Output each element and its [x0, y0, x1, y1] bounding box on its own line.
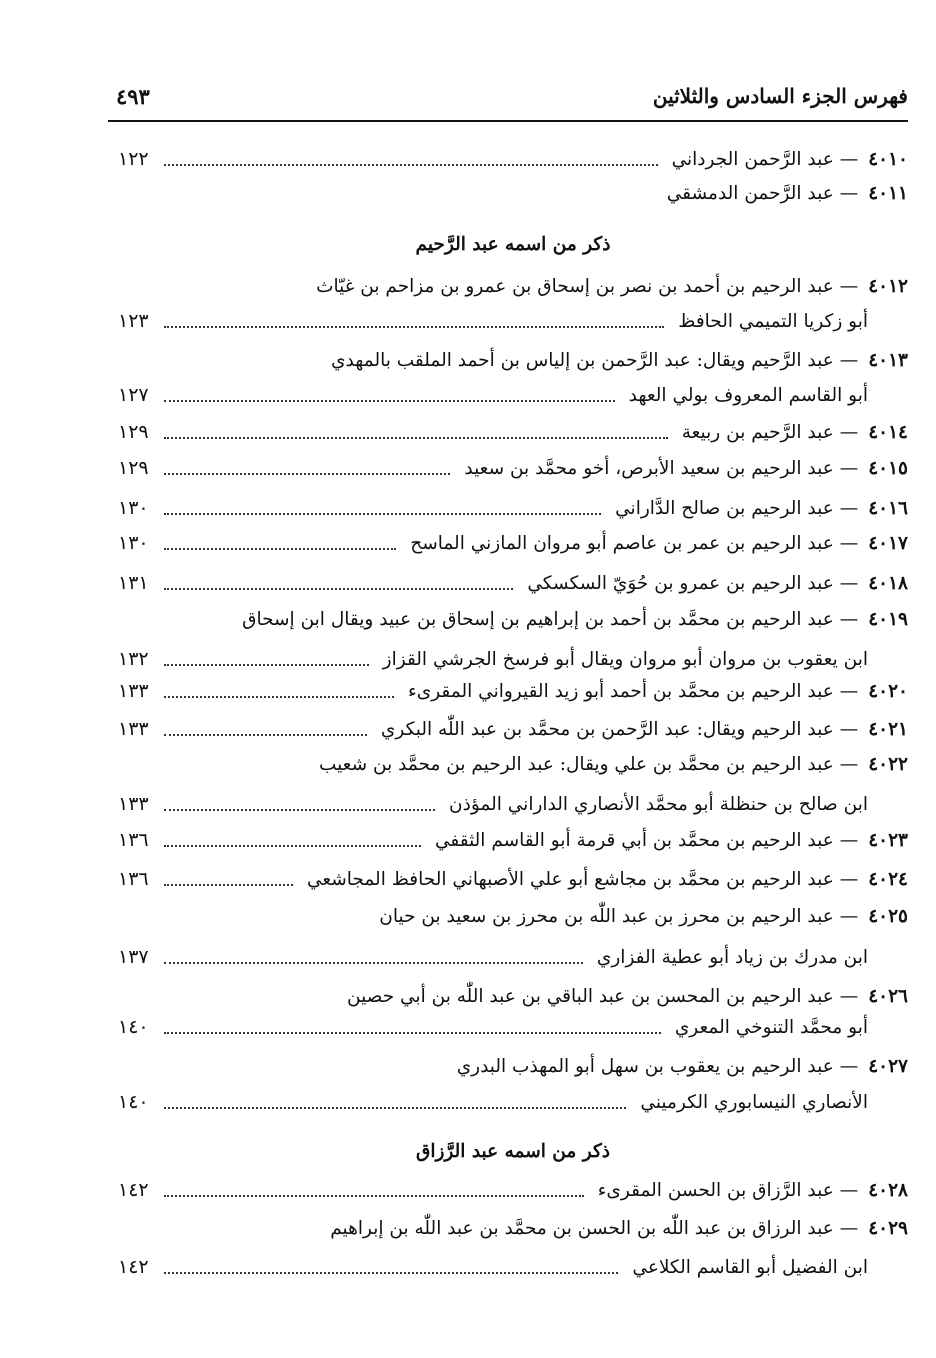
entry-number: ٤٠١٨	[868, 572, 908, 594]
dot-leader	[164, 809, 435, 811]
entry-dash: —	[839, 1179, 859, 1201]
entry-dash: —	[839, 753, 859, 775]
entry-dash: —	[839, 275, 859, 297]
entry-number: ٤٠١٣	[868, 349, 908, 371]
entry-page-number: ١٣٧	[118, 946, 149, 968]
entry-number: ٤٠٢١	[868, 718, 908, 740]
entry-text: عبد الرحيم بن محمَّد بن أحمد أبو زيد القيرواني المقرىء	[408, 680, 834, 702]
entry-number: ٤٠٢٩	[868, 1217, 908, 1239]
entry-dash: —	[839, 905, 859, 927]
dot-leader	[164, 1032, 661, 1034]
running-title: فهرس الجزء السادس والثلاثين	[652, 84, 908, 108]
index-entry	[118, 980, 908, 1012]
entry-page-number: ١٤٢	[118, 1256, 149, 1278]
index-entry	[118, 900, 908, 932]
entry-page-number: ١٣٦	[118, 868, 149, 890]
dot-leader	[164, 548, 396, 550]
entry-number: ٤٠١٢	[868, 275, 908, 297]
entry-text: عبد الرَّزاق بن الحسن المقرىء	[597, 1179, 834, 1201]
entry-number: ٤٠٢٣	[868, 829, 908, 851]
entry-continuation-line	[118, 788, 908, 820]
entry-number: ٤٠٢٠	[868, 680, 908, 702]
entry-dash: —	[839, 608, 859, 630]
entry-continuation-line	[118, 1011, 908, 1043]
entry-text: عبد الرَّحيم بن ربيعة	[681, 421, 834, 443]
entry-continuation-line	[118, 1251, 908, 1283]
entry-number: ٤٠١٩	[868, 608, 908, 630]
entry-text: ابن الفضيل أبو القاسم الكلاعي	[632, 1256, 868, 1278]
entry-number: ٤٠٢٦	[868, 985, 908, 1007]
entry-page-number: ١٣٣	[118, 793, 149, 815]
entry-continuation-line	[118, 941, 908, 973]
index-entry	[118, 344, 908, 376]
entry-continuation-line	[118, 1086, 908, 1118]
entry-page-number: ١٢٩	[118, 457, 149, 479]
entry-page-number: ١٢٧	[118, 384, 149, 406]
entry-number: ٤٠٢٨	[868, 1179, 908, 1201]
index-entry	[118, 452, 908, 484]
entry-dash: —	[839, 572, 859, 594]
entry-dash: —	[839, 985, 859, 1007]
index-entry	[118, 1050, 908, 1082]
dot-leader	[164, 437, 668, 439]
index-entry	[118, 863, 908, 895]
dot-leader	[164, 513, 601, 515]
entry-number: ٤٠١٤	[868, 421, 908, 443]
entry-page-number: ١٣٢	[118, 648, 149, 670]
entry-text: عبد الرحيم بن محمَّد بن مجاشع أبو علي الأصبهاني الحافظ المجاشعي	[306, 868, 834, 890]
entry-continuation-line	[118, 305, 908, 337]
entry-text: عبد الرَّحمن الجرداني	[671, 148, 834, 170]
entry-number: ٤٠٢٥	[868, 905, 908, 927]
dot-leader	[164, 734, 367, 736]
index-entry	[118, 527, 908, 559]
entry-dash: —	[839, 718, 859, 740]
entry-text: ابن مدرك بن زياد أبو عطية الفزاري	[596, 946, 868, 968]
entry-number: ٤٠١٦	[868, 497, 908, 519]
dot-leader	[164, 326, 664, 328]
entry-page-number: ١٤٠	[118, 1091, 149, 1113]
entry-text: ابن يعقوب بن مروان أبو مروان ويقال أبو فرسخ الجرشي القزاز	[382, 648, 868, 670]
entry-page-number: ١٢٢	[118, 148, 149, 170]
entry-text: أبو زكريا التميمي الحافظ	[678, 310, 868, 332]
entry-page-number: ١٣٣	[118, 680, 149, 702]
entry-dash: —	[839, 421, 859, 443]
index-entry	[118, 748, 908, 780]
entry-dash: —	[839, 868, 859, 890]
entry-dash: —	[839, 680, 859, 702]
entry-text: عبد الرحيم بن عمرو بن حُوَيّ السكسكي	[527, 572, 834, 594]
dot-leader	[164, 962, 583, 964]
entry-dash: —	[839, 1217, 859, 1239]
entry-dash: —	[839, 182, 859, 204]
entry-text: عبد الرحيم بن المحسن بن عبد الباقي بن عبد اللّٰه بن أبي حصين	[347, 985, 834, 1007]
entry-page-number: ١٣١	[118, 572, 149, 594]
index-entry	[118, 270, 908, 302]
entry-number: ٤٠١١	[868, 182, 908, 204]
dot-leader	[164, 164, 658, 166]
entry-dash: —	[839, 829, 859, 851]
entry-continuation-line	[118, 379, 908, 411]
entry-number: ٤٠٢٤	[868, 868, 908, 890]
entry-text: عبد الرحيم بن محمَّد بن علي ويقال: عبد الرحيم بن محمَّد بن شعيب	[318, 753, 834, 775]
entry-number: ٤٠١٠	[868, 148, 908, 170]
entry-dash: —	[839, 532, 859, 554]
section-heading: ذكر من اسمه عبد الرَّزاق	[415, 1141, 610, 1162]
entry-text: عبد الرحيم بن أحمد بن نصر بن إسحاق بن عمرو بن مزاحم بن غيّاث	[316, 275, 834, 297]
entry-page-number: ١٣٠	[118, 532, 149, 554]
entry-page-number: ١٣٣	[118, 718, 149, 740]
entry-number: ٤٠١٧	[868, 532, 908, 554]
dot-leader	[164, 1195, 584, 1197]
index-entry	[118, 143, 908, 175]
dot-leader	[164, 588, 513, 590]
entry-dash: —	[839, 148, 859, 170]
dot-leader	[164, 1107, 626, 1109]
dot-leader	[164, 664, 369, 666]
entry-text: عبد الرَّحيم ويقال: عبد الرَّحمن بن إلياس بن أحمد الملقب بالمهدي	[331, 349, 834, 371]
entry-page-number: ١٣٦	[118, 829, 149, 851]
entry-text: ابن صالح بن حنظلة أبو محمَّد الأنصاري الداراني المؤذن	[449, 793, 868, 815]
entry-dash: —	[839, 1055, 859, 1077]
entry-page-number: ١٤٢	[118, 1179, 149, 1201]
entry-dash: —	[839, 497, 859, 519]
index-entry	[118, 603, 908, 635]
section-heading: ذكر من اسمه عبد الرَّحيم	[415, 234, 611, 255]
entry-dash: —	[839, 457, 859, 479]
index-entry	[118, 1174, 908, 1206]
entry-text: عبد الرحيم بن محمَّد بن أبي قرمة أبو القاسم الثقفي	[434, 829, 834, 851]
entry-text: عبد الرحيم بن صالح الدَّاراني	[615, 497, 834, 519]
entry-dash: —	[839, 349, 859, 371]
entry-text: عبد الرحيم بن يعقوب بن سهل أبو المهذب البدري	[456, 1055, 834, 1077]
entry-page-number: ١٤٠	[118, 1016, 149, 1038]
entry-text: عبد الرحيم ويقال: عبد الرَّحمن بن محمَّد بن عبد اللّٰه البكري	[380, 718, 834, 740]
index-entry	[118, 675, 908, 707]
index-entry	[118, 567, 908, 599]
page-number: ٤٩٣	[116, 84, 150, 109]
index-entry	[118, 177, 908, 209]
index-entry	[118, 824, 908, 856]
dot-leader	[164, 473, 450, 475]
index-entry	[118, 492, 908, 524]
entry-text: عبد الرحيم بن سعيد الأبرص، أخو محمَّد بن سعيد	[464, 457, 834, 479]
entry-text: عبد الرزاق بن عبد اللّٰه بن الحسن بن محمَّد بن عبد اللّٰه بن إبراهيم	[330, 1217, 834, 1239]
entry-number: ٤٠٢٢	[868, 753, 908, 775]
dot-leader	[164, 845, 421, 847]
entry-text: أبو محمَّد التنوخي المعري	[674, 1016, 868, 1038]
entry-page-number: ١٣٠	[118, 497, 149, 519]
entry-text: أبو القاسم المعروف بولي العهد	[628, 384, 868, 406]
index-entry	[118, 1212, 908, 1244]
entry-number: ٤٠١٥	[868, 457, 908, 479]
dot-leader	[164, 1272, 618, 1274]
entry-continuation-line	[118, 643, 908, 675]
dot-leader	[164, 696, 394, 698]
entry-text: عبد الرحيم بن محمَّد بن أحمد بن إبراهيم بن إسحاق بن عبيد ويقال ابن إسحاق	[242, 608, 834, 630]
entry-page-number: ١٢٩	[118, 421, 149, 443]
entry-number: ٤٠٢٧	[868, 1055, 908, 1077]
entry-text: عبد الرحيم بن محرز بن عبد اللّٰه بن محرز بن سعيد بن حيان	[379, 905, 834, 927]
entry-text: عبد الرَّحمن الدمشقي	[666, 182, 834, 204]
index-entry	[118, 713, 908, 745]
dot-leader	[164, 400, 615, 402]
entry-page-number: ١٢٣	[118, 310, 149, 332]
index-entry	[118, 416, 908, 448]
entry-text: الأنصاري النيسابوري الكرميني	[640, 1091, 868, 1113]
dot-leader	[164, 884, 293, 886]
entry-text: عبد الرحيم بن عمر بن عاصم أبو مروان المازني الماسح	[410, 532, 834, 554]
